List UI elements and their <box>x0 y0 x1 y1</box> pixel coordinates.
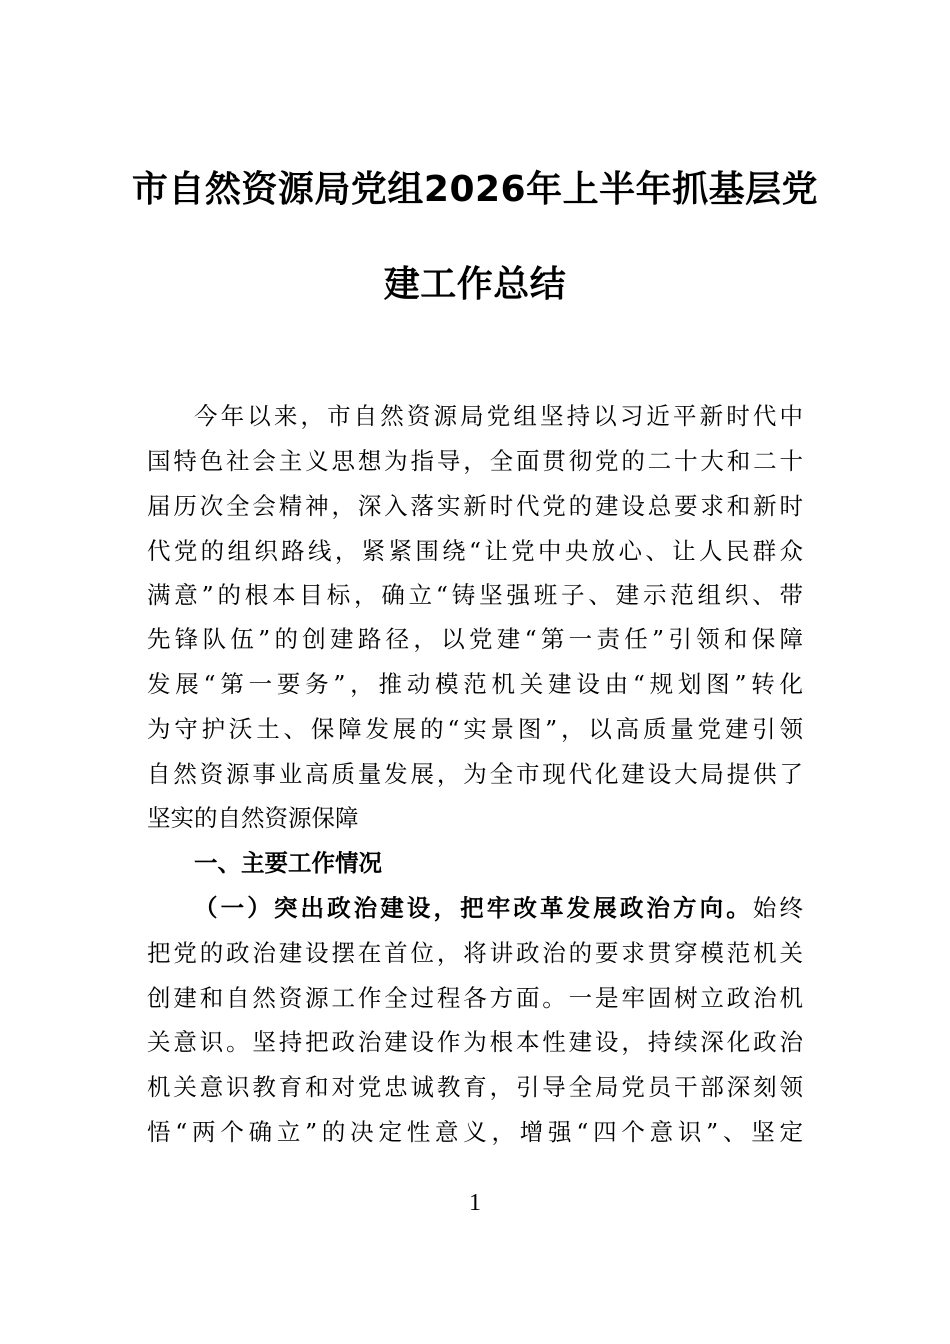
subsection-line-5: 机关意识教育和对党忠诚教育，引导全局党员干部深刻领 <box>147 1073 803 1101</box>
subsection-line-1 <box>194 893 803 923</box>
document-title-line-2: 建工作总结 <box>383 264 567 305</box>
subsection-line-4: 关意识。坚持把政治建设作为根本性建设，持续深化政治 <box>147 1028 803 1056</box>
intro-line-2: 国特色社会主义思想为指导，全面贯彻党的二十大和二十 <box>147 447 803 475</box>
intro-line-3: 届历次全会精神，深入落实新时代党的建设总要求和新时 <box>147 492 803 520</box>
subsection-line-1-rest: 始终 <box>752 894 804 922</box>
subsection-line-2: 把党的政治建设摆在首位，将讲政治的要求贯穿模范机关 <box>147 939 803 967</box>
document-title-line-1: 市自然资源局党组2026年上半年抓基层党 <box>131 169 819 210</box>
intro-line-7: 发展“第一要务”，推动模范机关建设由“规划图”转化 <box>147 670 803 698</box>
intro-line-4: 代党的组织路线，紧紧围绕“让党中央放心、让人民群众 <box>147 537 803 565</box>
page-number: 1 <box>469 1190 481 1216</box>
intro-line-1: 今年以来，市自然资源局党组坚持以习近平新时代中 <box>194 402 803 430</box>
intro-line-10: 坚实的自然资源保障 <box>147 804 359 832</box>
intro-line-8: 为守护沃土、保障发展的“实景图”，以高质量党建引领 <box>147 715 803 743</box>
subsection-heading: （一）突出政治建设，把牢改革发展政治方向。 <box>194 894 753 922</box>
intro-line-5: 满意”的根本目标，确立“铸坚强班子、建示范组织、带 <box>147 581 803 609</box>
subsection-line-3: 创建和自然资源工作全过程各方面。一是牢固树立政治机 <box>147 984 803 1012</box>
section-heading: 一、主要工作情况 <box>194 849 382 877</box>
intro-line-6: 先锋队伍”的创建路径，以党建“第一责任”引领和保障 <box>147 625 803 653</box>
intro-line-9: 自然资源事业高质量发展，为全市现代化建设大局提供了 <box>147 760 803 788</box>
subsection-line-6: 悟“两个确立”的决定性意义，增强“四个意识”、坚定 <box>147 1118 803 1146</box>
